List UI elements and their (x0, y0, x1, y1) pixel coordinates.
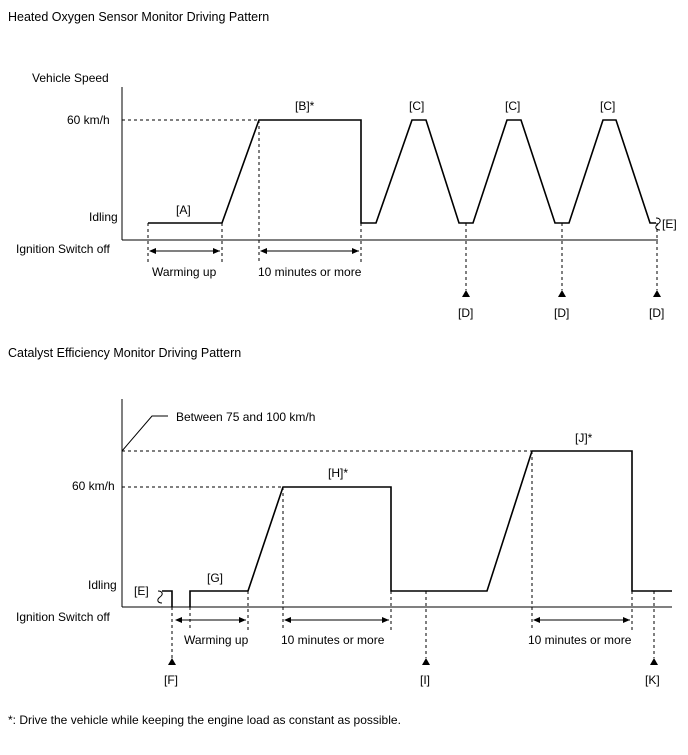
vehicle-speed-label: Vehicle Speed (32, 71, 109, 85)
marker-i (420, 591, 430, 687)
speed-curve-2-main (190, 451, 672, 607)
svg-text:[I]: [I] (420, 673, 431, 687)
speed-curve (148, 120, 656, 223)
catalyst-title: Catalyst Efficiency Monitor Driving Pattern (8, 346, 242, 360)
between-speed-label: Between 75 and 100 km/h (176, 410, 316, 424)
label-e-2: [E] (134, 584, 149, 598)
between-callout-leader (122, 416, 168, 451)
svg-text:[K]: [K] (645, 673, 660, 687)
oxygen-sensor-pattern (8, 10, 677, 320)
svg-text:[D]: [D] (649, 306, 665, 320)
marker-d-3 (649, 223, 664, 320)
break-symbol (656, 218, 660, 230)
catalyst-efficiency-pattern (8, 346, 672, 687)
speed-curve-2 (162, 591, 172, 607)
footnote: *: Drive the vehicle while keeping the engine load as constant as possible. (8, 713, 401, 727)
ignition-off-label-2: Ignition Switch off (16, 610, 110, 624)
marker-f (164, 607, 178, 687)
warming-up-label-2: Warming up (184, 633, 249, 647)
svg-text:[F]: [F] (164, 673, 178, 687)
label-h: [H]* (328, 466, 349, 480)
marker-k (645, 591, 660, 687)
ignition-off-label: Ignition Switch off (16, 242, 110, 256)
idling-label-2: Idling (88, 578, 117, 592)
label-c-2: [C] (505, 99, 521, 113)
svg-text:[D]: [D] (554, 306, 570, 320)
svg-text:[D]: [D] (458, 306, 474, 320)
label-c-1: [C] (409, 99, 425, 113)
label-a: [A] (176, 203, 191, 217)
marker-d-1 (458, 223, 473, 320)
speed-60-label-2: 60 km/h (72, 479, 115, 493)
label-c-3: [C] (600, 99, 616, 113)
label-e: [E] (662, 217, 677, 231)
label-g: [G] (207, 571, 224, 585)
marker-d-2 (554, 223, 569, 320)
break-symbol-2 (158, 591, 162, 603)
ten-minutes-label: 10 minutes or more (258, 265, 362, 279)
warming-up-label: Warming up (152, 265, 217, 279)
label-j: [J]* (575, 431, 593, 445)
label-b: [B]* (295, 99, 315, 113)
idling-label: Idling (89, 210, 118, 224)
oxygen-sensor-title: Heated Oxygen Sensor Monitor Driving Pattern (8, 10, 270, 24)
ten-minutes-label-h: 10 minutes or more (281, 633, 385, 647)
ten-minutes-label-j: 10 minutes or more (528, 633, 632, 647)
speed-60-label: 60 km/h (67, 113, 110, 127)
